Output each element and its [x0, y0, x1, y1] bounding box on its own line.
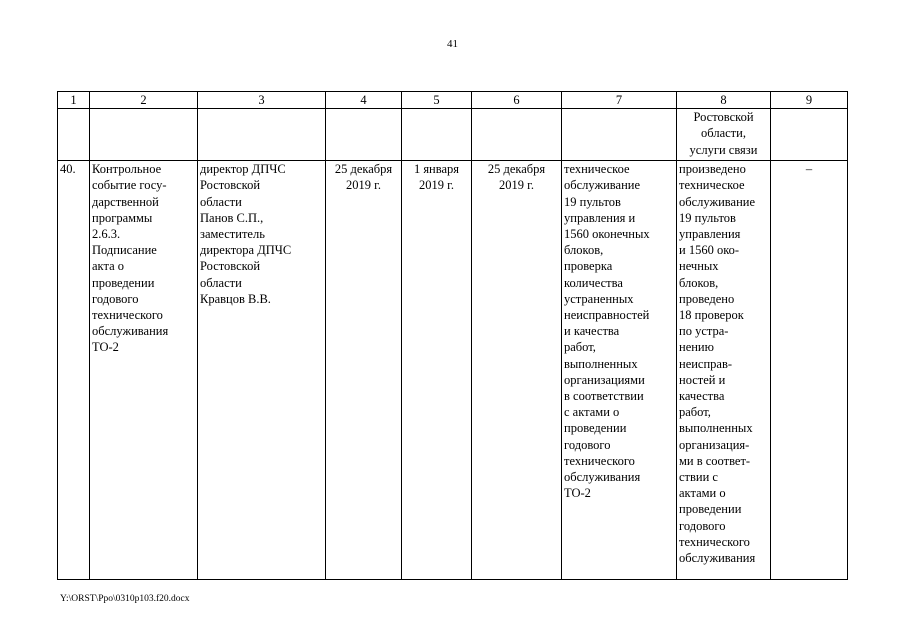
header-cell-6: 6 [472, 92, 562, 109]
header-cell-1: 1 [58, 92, 90, 109]
header-cell-8: 8 [677, 92, 771, 109]
continuation-cell-4 [326, 109, 402, 161]
actual-end-date: 25 декабря 2019 г. [472, 161, 562, 580]
header-cell-4: 4 [326, 92, 402, 109]
actual-start-date: 1 января 2019 г. [402, 161, 472, 580]
responsible-persons: директор ДПЧС Ростовской области Панов С.П., заместитель директора ДПЧС Ростовской области Кравцов В.В. [198, 161, 326, 580]
continuation-cell-5 [402, 109, 472, 161]
header-cell-9: 9 [771, 92, 848, 109]
continuation-cell-7 [562, 109, 677, 161]
table-header-row [58, 92, 848, 109]
header-cell-2: 2 [90, 92, 198, 109]
page-number: 41 [447, 38, 458, 50]
continuation-cell-3 [198, 109, 326, 161]
continuation-cell-8: Ростовской области, услуги связи [677, 109, 771, 161]
control-event: Контрольное событие госу- дарственной программы 2.6.3. Подписание акта о проведении годового технического обслуживания ТО-2 [90, 161, 198, 580]
continuation-cell-6 [472, 109, 562, 161]
row-number: 40. [58, 161, 90, 580]
note-dash: – [771, 161, 848, 580]
continuation-cell-1 [58, 109, 90, 161]
header-cell-3: 3 [198, 92, 326, 109]
table-row-continuation [58, 109, 848, 161]
planned-start-date: 25 декабря 2019 г. [326, 161, 402, 580]
continuation-cell-9 [771, 109, 848, 161]
actual-result: произведено техническое обслуживание 19 пультов управления и 1560 око- нечных блоков, проведено 18 проверок по устра- нению неисправ- ностей и качества работ, выполненных организация- ми в соответ- ствии с актами о проведении годового технического обслуживания [677, 161, 771, 580]
planned-result: техническое обслуживание 19 пультов управления и 1560 оконечных блоков, проверка количества устраненных неисправностей и качества работ, выполненных организациями в соответствии с актами о проведении годового технического обслуживания ТО-2 [562, 161, 677, 580]
header-cell-7: 7 [562, 92, 677, 109]
continuation-cell-2 [90, 109, 198, 161]
report-table [57, 91, 848, 580]
header-cell-5: 5 [402, 92, 472, 109]
file-path-footer: Y:\ORST\Ppo\0310p103.f20.docx [60, 594, 190, 604]
table-row-40 [58, 161, 848, 580]
